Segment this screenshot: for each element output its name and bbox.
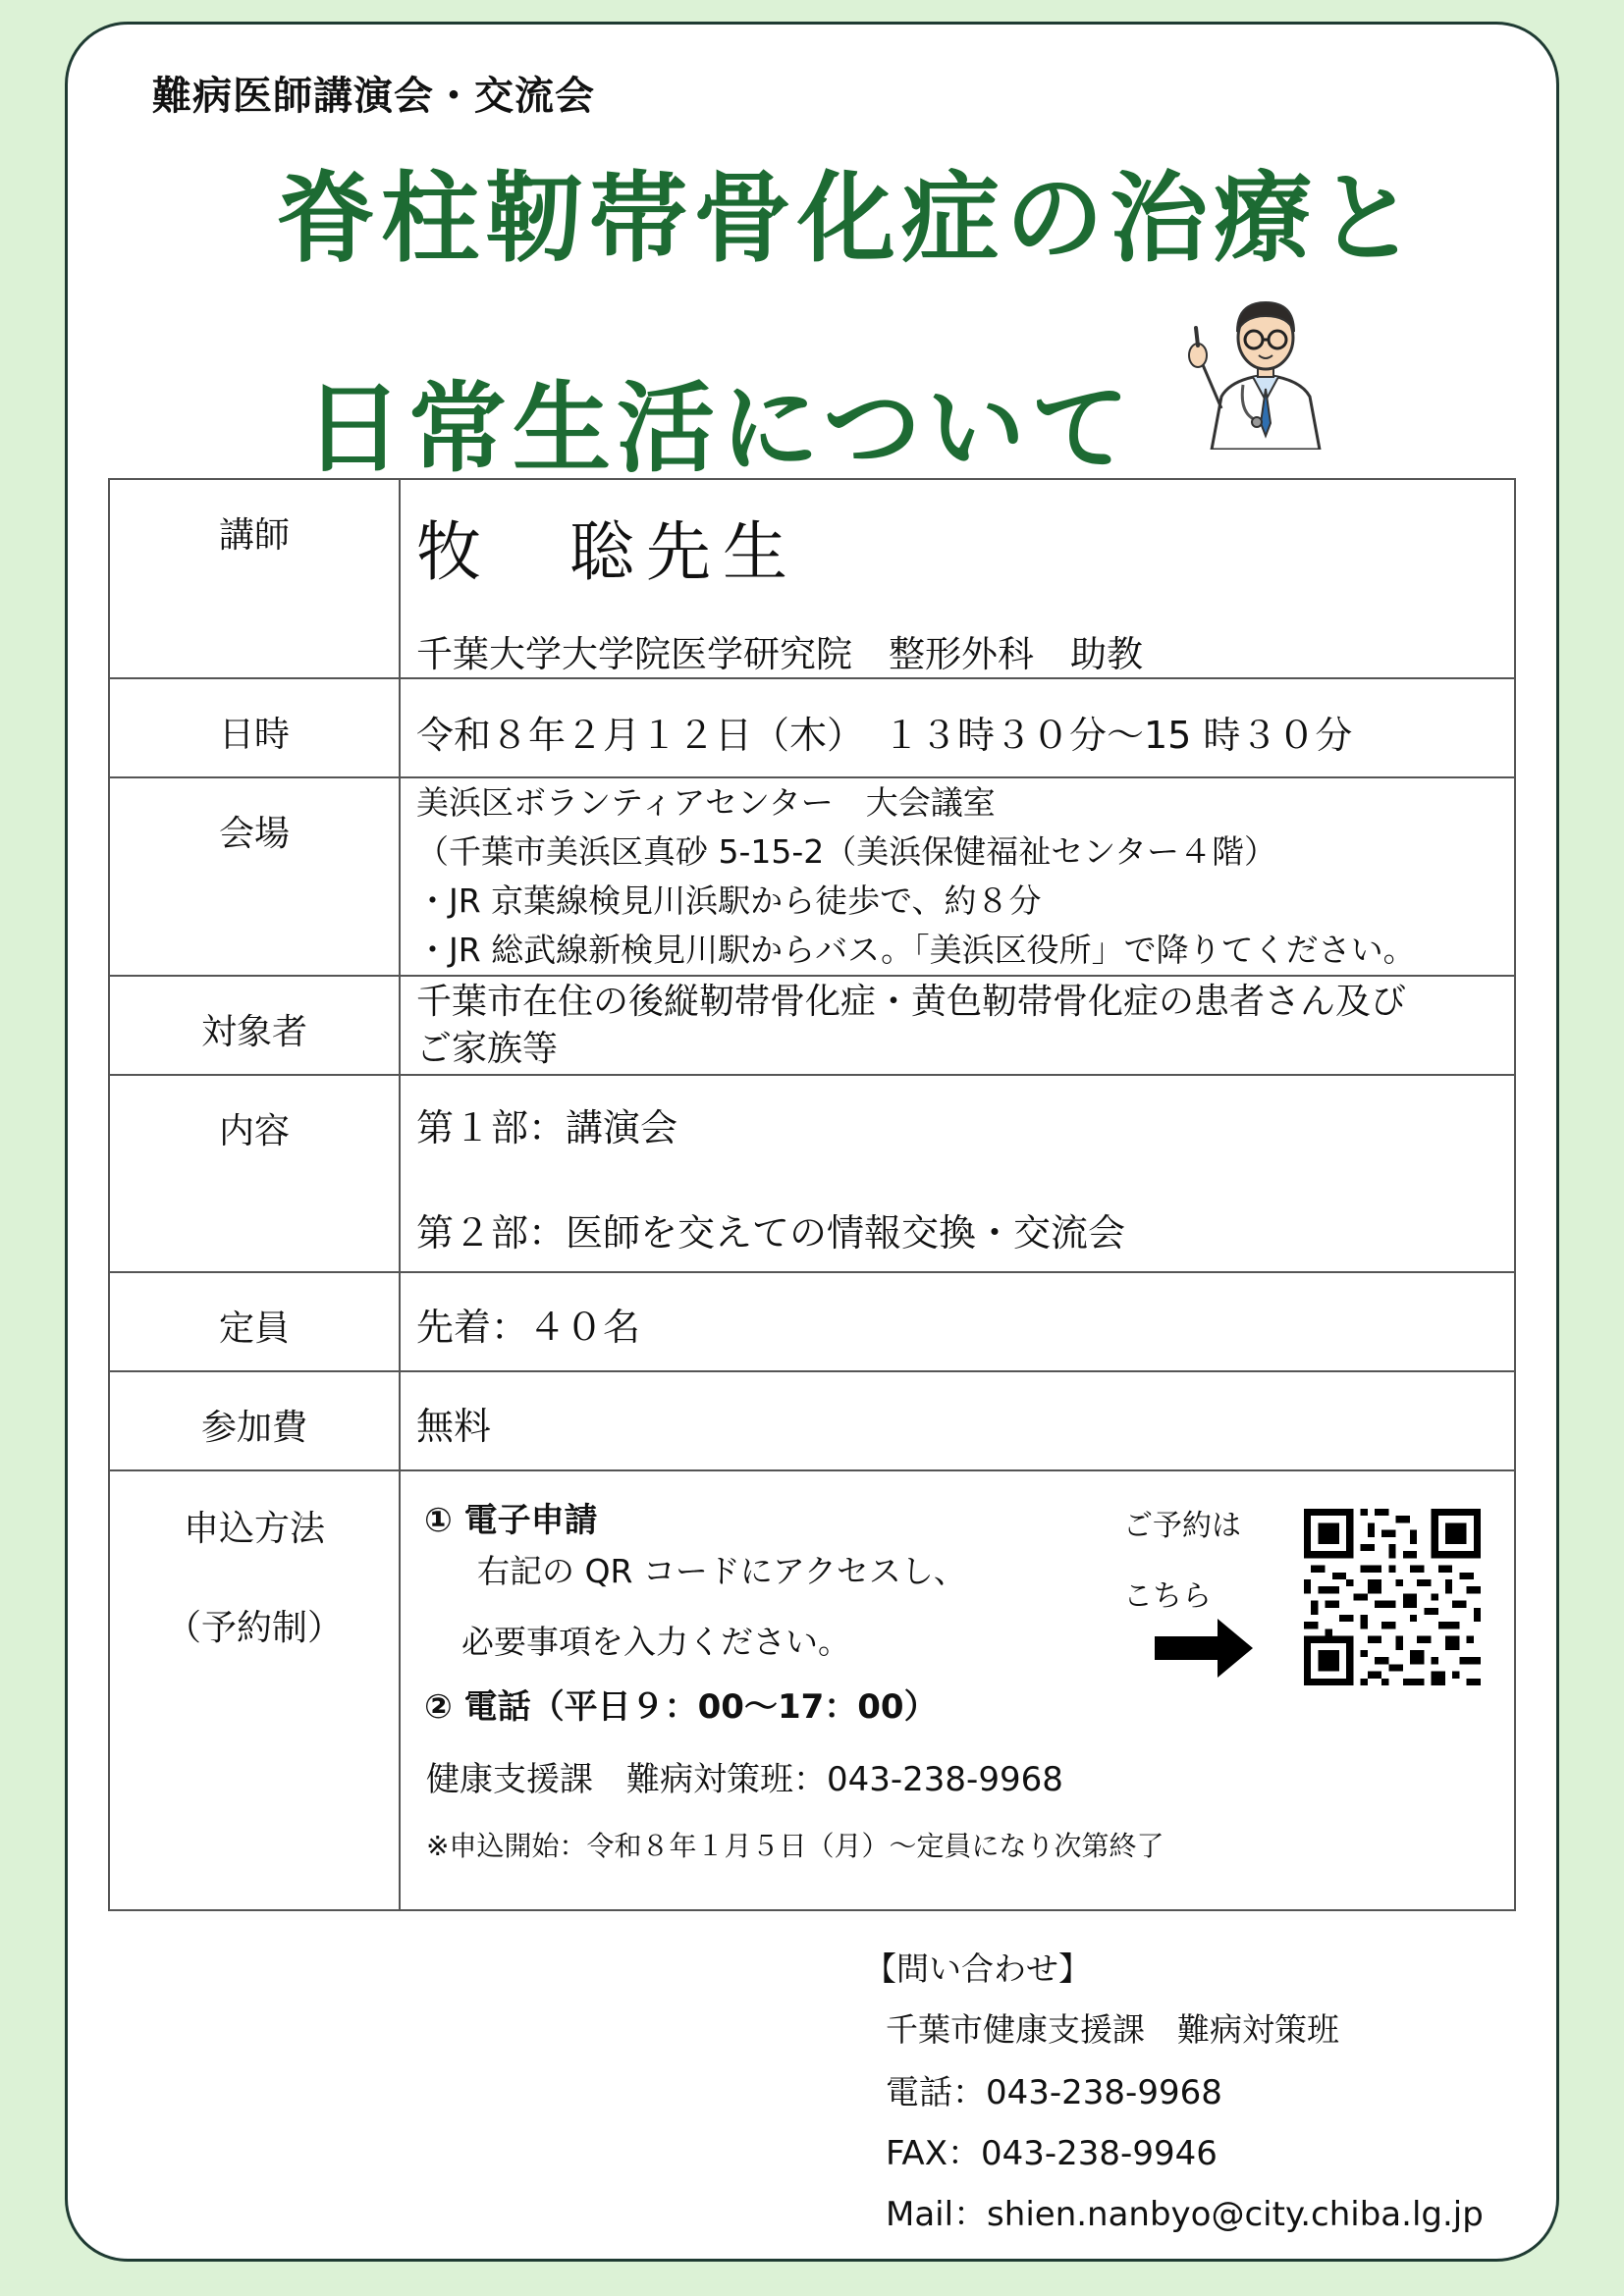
capacity-label: 定員: [109, 1272, 400, 1371]
application-period-note: ※申込開始：令和８年１月５日（月）～定員になり次第終了: [426, 1830, 1164, 1862]
title-line-1: 脊柱靭帯骨化症の治療と: [277, 161, 1422, 276]
fee-row: [109, 1371, 1515, 1470]
datetime-value: 令和８年２月１２日（木） １３時３０分～15 時３０分: [416, 714, 1353, 757]
capacity-row: [109, 1272, 1515, 1371]
content-row: [109, 1075, 1515, 1272]
lecturer-row: [109, 479, 1515, 678]
online-application-line-1: 右記の QR コードにアクセスし、: [477, 1552, 966, 1590]
content-label: 内容: [109, 1075, 400, 1272]
fee-label: 参加費: [109, 1371, 400, 1470]
application-row: [109, 1470, 1515, 1910]
qr-note-2: こちら: [1123, 1579, 1212, 1614]
arrow-right-icon: [1155, 1617, 1253, 1680]
datetime-label: 日時: [109, 678, 400, 777]
lecturer-affiliation: 千葉大学大学院医学研究院 整形外科 助教: [416, 633, 1143, 675]
datetime-row: [109, 678, 1515, 777]
application-methods: [401, 1471, 1514, 1903]
content-part-2: 第２部：医師を交えての情報交換・交流会: [416, 1211, 1126, 1255]
event-subtitle: 難病医師講演会・交流会: [152, 74, 595, 119]
target-row: [109, 976, 1515, 1075]
doctor-icon: [1182, 291, 1349, 450]
application-label-sub: （予約制）: [165, 1608, 343, 1648]
target-label: 対象者: [109, 976, 400, 1075]
target-line-2: ご家族等: [416, 1029, 559, 1069]
online-application-line-2: 必要事項を入力ください。: [461, 1623, 850, 1661]
inquiry-fax: FAX：043-238-9946: [886, 2134, 1218, 2173]
inquiry-heading: 【問い合わせ】: [864, 1949, 1091, 1988]
inquiry-department: 千葉市健康支援課 難病対策班: [886, 2010, 1339, 2049]
phone-application-contact: 健康支援課 難病対策班：043-238-9968: [426, 1760, 1063, 1799]
event-info-table: [108, 478, 1516, 1911]
inquiry-phone: 電話：043-238-9968: [886, 2073, 1222, 2112]
venue-row: [109, 777, 1515, 976]
lecturer-label: 講師: [109, 479, 400, 678]
application-label: 申込方法: [183, 1509, 325, 1549]
venue-name: 美浜区ボランティアセンター 大会議室: [416, 783, 996, 822]
phone-application-title: ② 電話（平日９：00～17：00）: [424, 1687, 938, 1727]
online-application-title: ① 電子申請: [424, 1501, 598, 1540]
qr-code-icon[interactable]: [1304, 1509, 1481, 1685]
capacity-value: 先着：４０名: [400, 1272, 1515, 1371]
inquiry-email-link[interactable]: Mail：shien.nanbyo@city.chiba.lg.jp: [886, 2195, 1484, 2234]
title-line-2: 日常生活について: [304, 371, 1135, 486]
venue-address: （千葉市美浜区真砂 5-15-2（美浜保健福祉センター４階）: [416, 832, 1276, 871]
content-part-1: 第１部：講演会: [416, 1106, 678, 1149]
target-line-1: 千葉市在住の後縦靭帯骨化症・黄色靭帯骨化症の患者さん及び: [416, 982, 1407, 1022]
fee-value: 無料: [400, 1371, 1515, 1470]
venue-access-bus: ・JR 総武線新検見川駅からバス。「美浜区役所」で降りてください。: [416, 931, 1416, 969]
lecturer-name: 牧 聡先生: [416, 514, 799, 590]
venue-label: 会場: [109, 777, 400, 976]
venue-access-walk: ・JR 京葉線検見川浜駅から徒歩で、約８分: [416, 881, 1042, 920]
qr-note-1: ご予約は: [1123, 1509, 1241, 1543]
